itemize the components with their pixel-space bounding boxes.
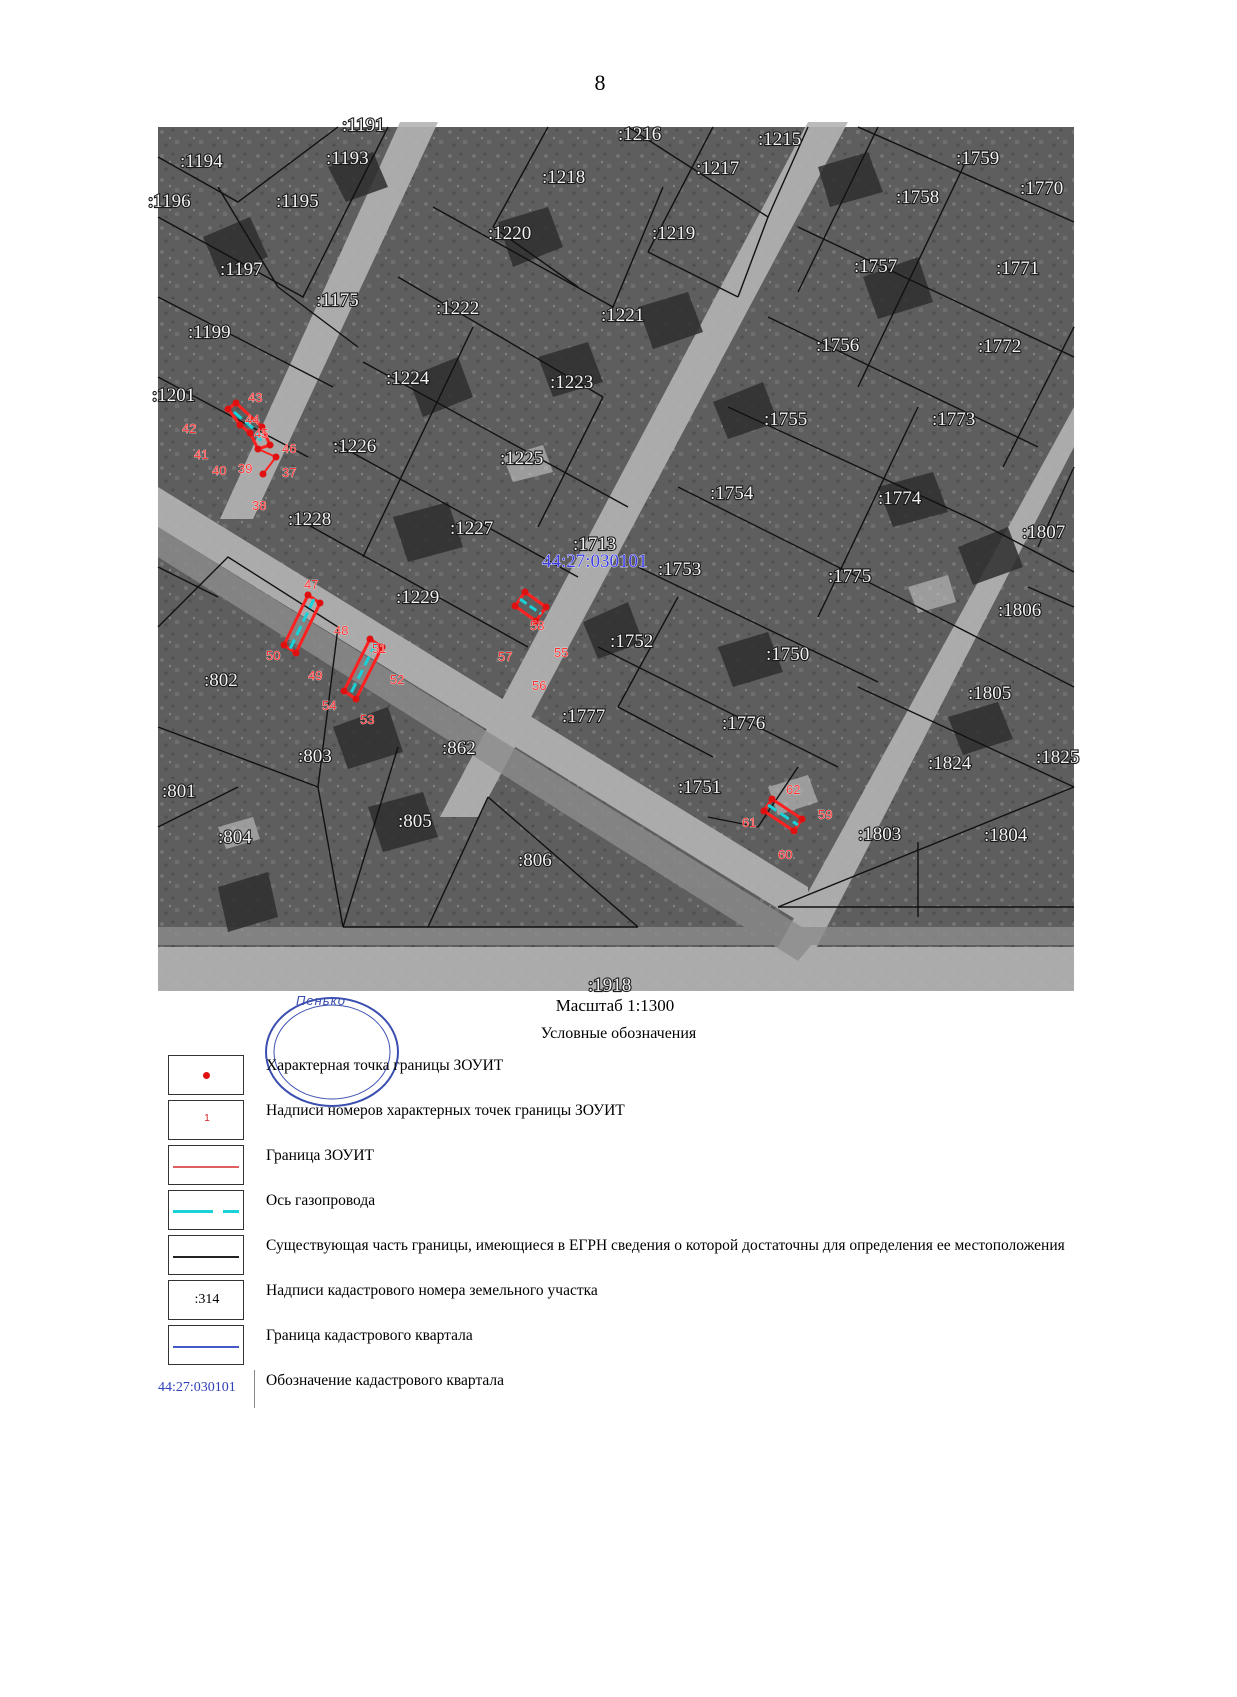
legend-item-label: Характерная точка границы ЗОУИТ <box>266 1057 504 1074</box>
cadastral-map[interactable] <box>148 115 1080 996</box>
parcel-label: :1804 <box>984 825 1028 846</box>
legend-item-label: Ось газопровода <box>266 1192 376 1209</box>
map-svg <box>148 115 1080 996</box>
parcel-label: :1226 <box>333 436 377 457</box>
divider <box>254 1370 255 1408</box>
parcel-label: :1227 <box>450 518 494 539</box>
parcel-label: :801 <box>162 781 196 802</box>
legend-symbol <box>168 1280 244 1320</box>
point-label: 49 <box>308 668 323 683</box>
point-label: 56 <box>532 678 547 693</box>
parcel-label: :1216 <box>618 124 662 145</box>
parcel-label: :1773 <box>932 409 976 430</box>
point-label: 52 <box>390 672 405 687</box>
parcel-label: :1806 <box>998 600 1042 621</box>
parcel-label: :1713 <box>573 534 617 555</box>
parcel-label: :1219 <box>652 223 696 244</box>
legend-symbol <box>168 1100 244 1140</box>
parcel-number-sample: :314 <box>194 1292 220 1307</box>
legend-symbol <box>168 1055 244 1095</box>
parcel-label: :806 <box>518 850 552 871</box>
parcel-label: :1193 <box>326 148 369 169</box>
legend-item-label: Граница кадастрового квартала <box>266 1327 473 1344</box>
point-label: 61 <box>742 815 757 830</box>
parcel-label: :1228 <box>288 509 332 530</box>
point-label: 55 <box>554 645 569 660</box>
cyan-dash-icon <box>223 1210 239 1213</box>
parcel-label: :1759 <box>956 148 1000 169</box>
parcel-label: :1223 <box>550 372 594 393</box>
parcel-label: :1803 <box>858 824 902 845</box>
parcel-label: :1220 <box>488 223 532 244</box>
parcel-label: :1750 <box>766 644 810 665</box>
parcel-label: :1753 <box>658 559 702 580</box>
parcel-label: :1222 <box>436 298 480 319</box>
map-scale: Масштаб 1:1300 <box>555 996 675 1015</box>
legend-item-label: Обозначение кадастрового квартала <box>266 1372 505 1389</box>
point-label: 51 <box>372 641 387 656</box>
quarter-label-sample: 44:27:030101 <box>158 1380 236 1395</box>
parcel-label: :1195 <box>276 191 319 212</box>
parcel-label: :1194 <box>180 151 223 172</box>
legend-symbol <box>168 1235 244 1275</box>
parcel-label: :1215 <box>758 129 802 150</box>
parcel-label: :862 <box>442 738 476 759</box>
parcel-label: :1918 <box>588 975 632 996</box>
red-line-icon <box>173 1166 239 1168</box>
point-label: 39 <box>238 461 253 476</box>
parcel-label: :1196 <box>148 191 191 212</box>
point-label: 62 <box>786 782 801 797</box>
point-label: 46 <box>282 441 297 456</box>
parcel-label: :1777 <box>562 706 606 727</box>
parcel-label: :1225 <box>500 448 544 469</box>
point-label: 41 <box>194 447 209 462</box>
parcel-label: :1772 <box>978 336 1022 357</box>
parcel-label: :1770 <box>1020 178 1064 199</box>
point-label: 45 <box>254 426 269 441</box>
parcel-label: :1197 <box>220 259 263 280</box>
parcel-label: :1217 <box>696 158 740 179</box>
parcel-label: :805 <box>398 811 432 832</box>
legend-item-label: Надписи номеров характерных точек границы ЗОУИТ <box>266 1102 625 1119</box>
parcel-label: :1752 <box>610 631 654 652</box>
parcel-label: :1755 <box>764 409 808 430</box>
legend-symbol <box>168 1190 244 1230</box>
parcel-label: :1175 <box>316 290 359 311</box>
red-dot-icon <box>203 1072 210 1079</box>
parcel-label: :1775 <box>828 566 872 587</box>
parcel-label: :1221 <box>601 305 645 326</box>
parcel-label: :1201 <box>152 385 196 406</box>
quarter-label: 44:27:030101 <box>542 551 648 572</box>
point-label: 53 <box>360 712 375 727</box>
parcel-label: :1805 <box>968 683 1012 704</box>
parcel-label: :1807 <box>1022 522 1066 543</box>
point-label: 37 <box>282 465 297 480</box>
page-number: 8 <box>594 70 606 95</box>
legend-symbol <box>168 1145 244 1185</box>
point-label: 44 <box>245 412 260 427</box>
parcel-label: :1754 <box>710 483 754 504</box>
point-label: 54 <box>322 698 337 713</box>
legend-item-label: Надписи кадастрового номера земельного участка <box>266 1282 598 1299</box>
parcel-label: :1771 <box>996 258 1040 279</box>
point-label: 57 <box>498 649 513 664</box>
parcel-label: :1774 <box>878 488 922 509</box>
point-label: 60 <box>778 847 793 862</box>
parcel-label: :1758 <box>896 187 940 208</box>
seal-stamp-text: Пенько <box>296 993 347 1008</box>
point-label: 50 <box>266 648 281 663</box>
legend-symbol <box>168 1325 244 1365</box>
parcel-label: :1751 <box>678 777 722 798</box>
parcel-label: :804 <box>218 827 252 848</box>
parcel-label: :1199 <box>188 322 231 343</box>
blue-line-icon <box>173 1346 239 1348</box>
parcel-label: :1224 <box>386 368 430 389</box>
parcel-label: :1229 <box>396 587 440 608</box>
legend-item-label: Существующая часть границы, имеющиеся в ЕГРН сведения о которой достаточны для определения ее местоположения <box>266 1237 1065 1254</box>
black-line-icon <box>173 1256 239 1258</box>
point-label: 48 <box>334 623 349 638</box>
point-label: 59 <box>818 807 833 822</box>
point-label: 40 <box>212 463 227 478</box>
point-label: 47 <box>304 577 319 592</box>
point-label: 38 <box>252 498 267 513</box>
legend-item-label: Граница ЗОУИТ <box>266 1147 374 1164</box>
parcel-label: :802 <box>204 670 238 691</box>
parcel-label: :1825 <box>1036 747 1080 768</box>
parcel-label: :1824 <box>928 753 972 774</box>
point-number-sample: 1 <box>204 1113 210 1124</box>
cyan-dash-icon <box>173 1210 213 1213</box>
point-label: 42 <box>182 421 197 436</box>
parcel-label: :803 <box>298 746 332 767</box>
parcel-label: :1191 <box>342 115 385 136</box>
parcel-label: :1756 <box>816 335 860 356</box>
point-label: 43 <box>248 390 263 405</box>
point-label: 58 <box>530 618 545 633</box>
parcel-label: :1776 <box>722 713 766 734</box>
parcel-label: :1757 <box>854 256 898 277</box>
parcel-label: :1218 <box>542 167 586 188</box>
legend-title: Условные обозначения <box>540 1025 697 1042</box>
